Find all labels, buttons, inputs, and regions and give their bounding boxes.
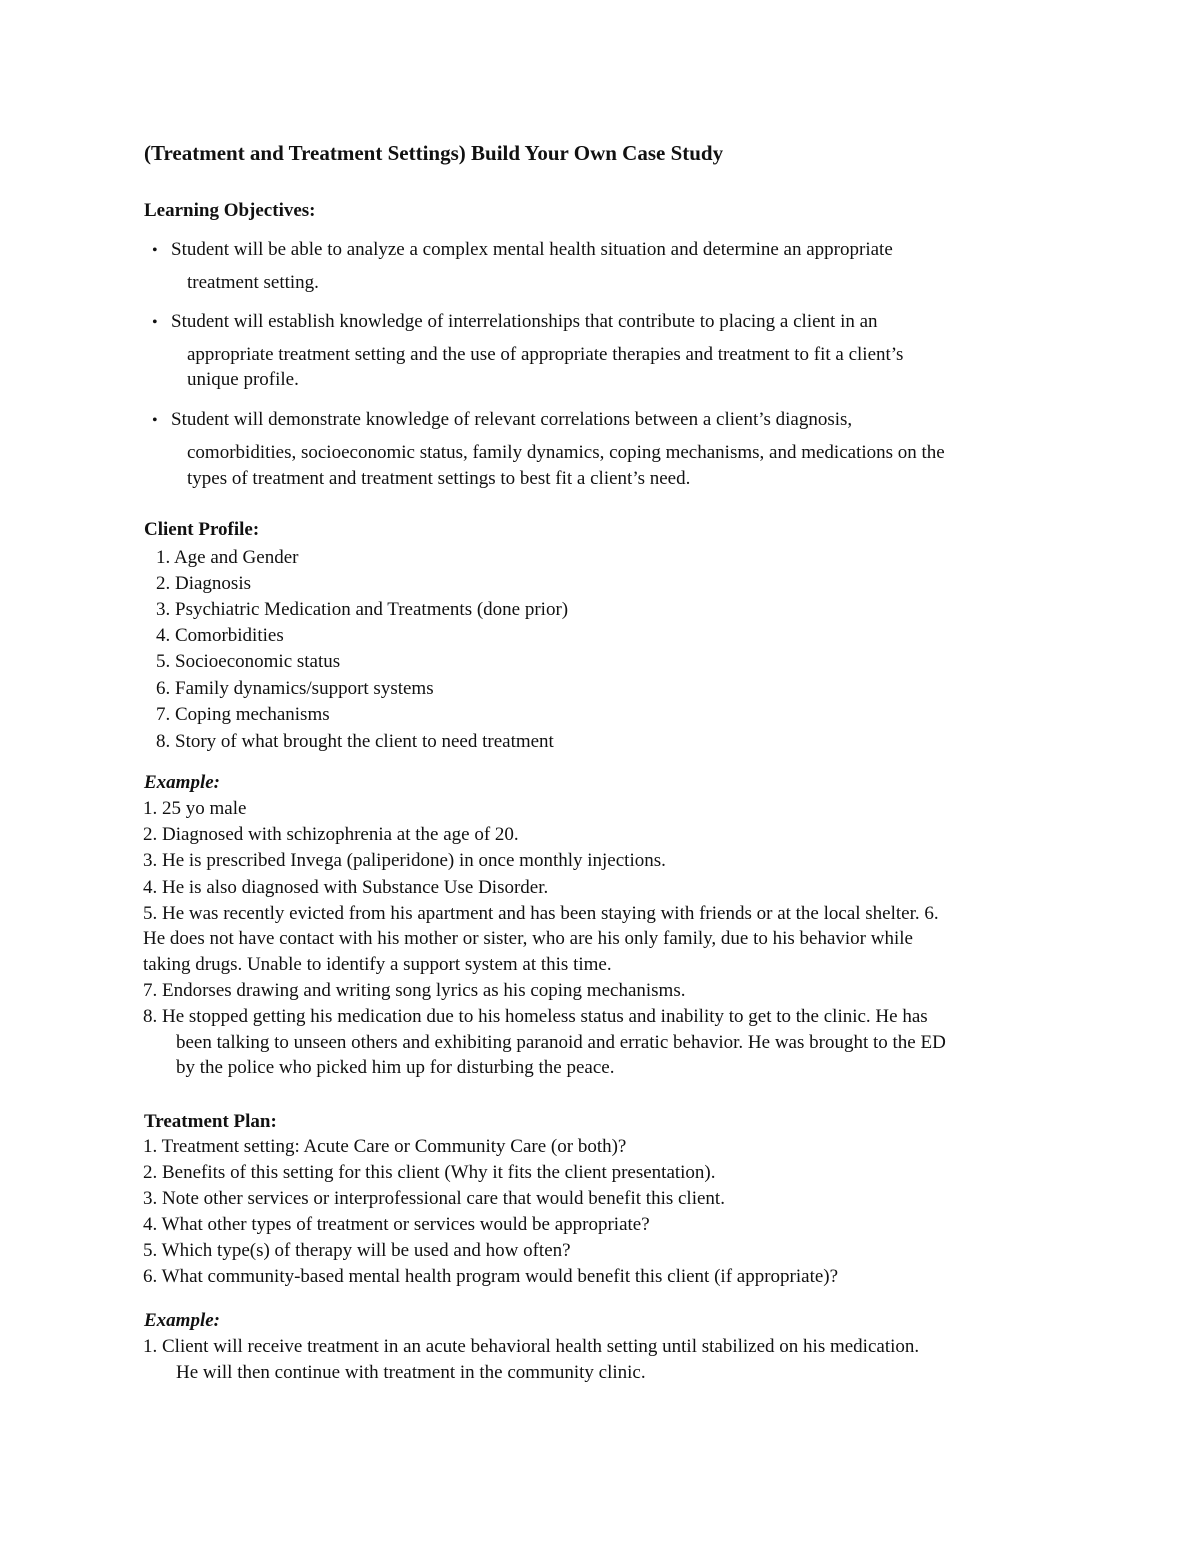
client-profile-item: 5. Socioeconomic status: [156, 651, 341, 672]
profile-example-line: 2. Diagnosed with schizophrenia at the age of 20.: [143, 824, 519, 845]
profile-example-line: 8. He stopped getting his medication due to his homeless status and inability to get to the clinic. He has: [143, 1006, 928, 1027]
client-profile-heading: Client Profile:: [144, 519, 260, 540]
objective-2-line-1: Student will establish knowledge of interrelationships that contribute to placing a client in an: [171, 311, 878, 332]
treatment-plan-item: 4. What other types of treatment or services would be appropriate?: [143, 1214, 650, 1235]
treatment-plan-heading: Treatment Plan:: [144, 1111, 277, 1132]
treatment-plan-item: 1. Treatment setting: Acute Care or Community Care (or both)?: [143, 1136, 627, 1157]
learning-objectives-heading: Learning Objectives:: [144, 200, 316, 221]
objective-3-line-2: comorbidities, socioeconomic status, family dynamics, coping mechanisms, and medications on the: [187, 442, 945, 463]
profile-example-line: 7. Endorses drawing and writing song lyrics as his coping mechanisms.: [143, 980, 686, 1001]
profile-example-line: He does not have contact with his mother or sister, who are his only family, due to his behavior while: [143, 928, 913, 949]
treatment-plan-item: 6. What community-based mental health program would benefit this client (if appropriate)?: [143, 1266, 839, 1287]
profile-example-line: taking drugs. Unable to identify a support system at this time.: [143, 954, 612, 975]
profile-example-line: been talking to unseen others and exhibiting paranoid and erratic behavior. He was brought to the ED: [176, 1032, 946, 1053]
plan-example-heading: Example:: [144, 1310, 220, 1331]
objective-3-line-3: types of treatment and treatment settings to best fit a client’s need.: [187, 468, 691, 489]
objective-1-line-2: treatment setting.: [187, 272, 319, 293]
objective-2-line-3: unique profile.: [187, 369, 299, 390]
objective-1-line-1: Student will be able to analyze a complex mental health situation and determine an appropriate: [171, 239, 893, 260]
bullet-icon: •: [152, 242, 158, 259]
objective-2-line-2: appropriate treatment setting and the use of appropriate therapies and treatment to fit a client’s: [187, 344, 904, 365]
treatment-plan-item: 5. Which type(s) of therapy will be used and how often?: [143, 1240, 571, 1261]
profile-example-line: 1. 25 yo male: [143, 798, 247, 819]
profile-example-heading: Example:: [144, 772, 220, 793]
client-profile-item: 7. Coping mechanisms: [156, 704, 330, 725]
client-profile-item: 6. Family dynamics/support systems: [156, 678, 434, 699]
plan-example-line: He will then continue with treatment in the community clinic.: [176, 1362, 646, 1383]
profile-example-line: by the police who picked him up for disturbing the peace.: [176, 1057, 615, 1078]
profile-example-line: 3. He is prescribed Invega (paliperidone) in once monthly injections.: [143, 850, 666, 871]
treatment-plan-item: 2. Benefits of this setting for this client (Why it fits the client presentation).: [143, 1162, 716, 1183]
client-profile-item: 4. Comorbidities: [156, 625, 284, 646]
page-title: (Treatment and Treatment Settings) Build Your Own Case Study: [144, 141, 724, 165]
plan-example-line: 1. Client will receive treatment in an acute behavioral health setting until stabilized on his medication.: [143, 1336, 920, 1357]
client-profile-item: 3. Psychiatric Medication and Treatments (done prior): [156, 599, 569, 620]
bullet-icon: •: [152, 314, 158, 331]
client-profile-item: 2. Diagnosis: [156, 573, 251, 594]
profile-example-line: 5. He was recently evicted from his apartment and has been staying with friends or at the local shelter. 6.: [143, 903, 939, 924]
bullet-icon: •: [152, 412, 158, 429]
objective-3-line-1: Student will demonstrate knowledge of relevant correlations between a client’s diagnosis,: [171, 409, 853, 430]
profile-example-line: 4. He is also diagnosed with Substance Use Disorder.: [143, 877, 549, 898]
treatment-plan-item: 3. Note other services or interprofessional care that would benefit this client.: [143, 1188, 725, 1209]
client-profile-item: 1. Age and Gender: [156, 547, 299, 568]
client-profile-item: 8. Story of what brought the client to need treatment: [156, 731, 554, 752]
